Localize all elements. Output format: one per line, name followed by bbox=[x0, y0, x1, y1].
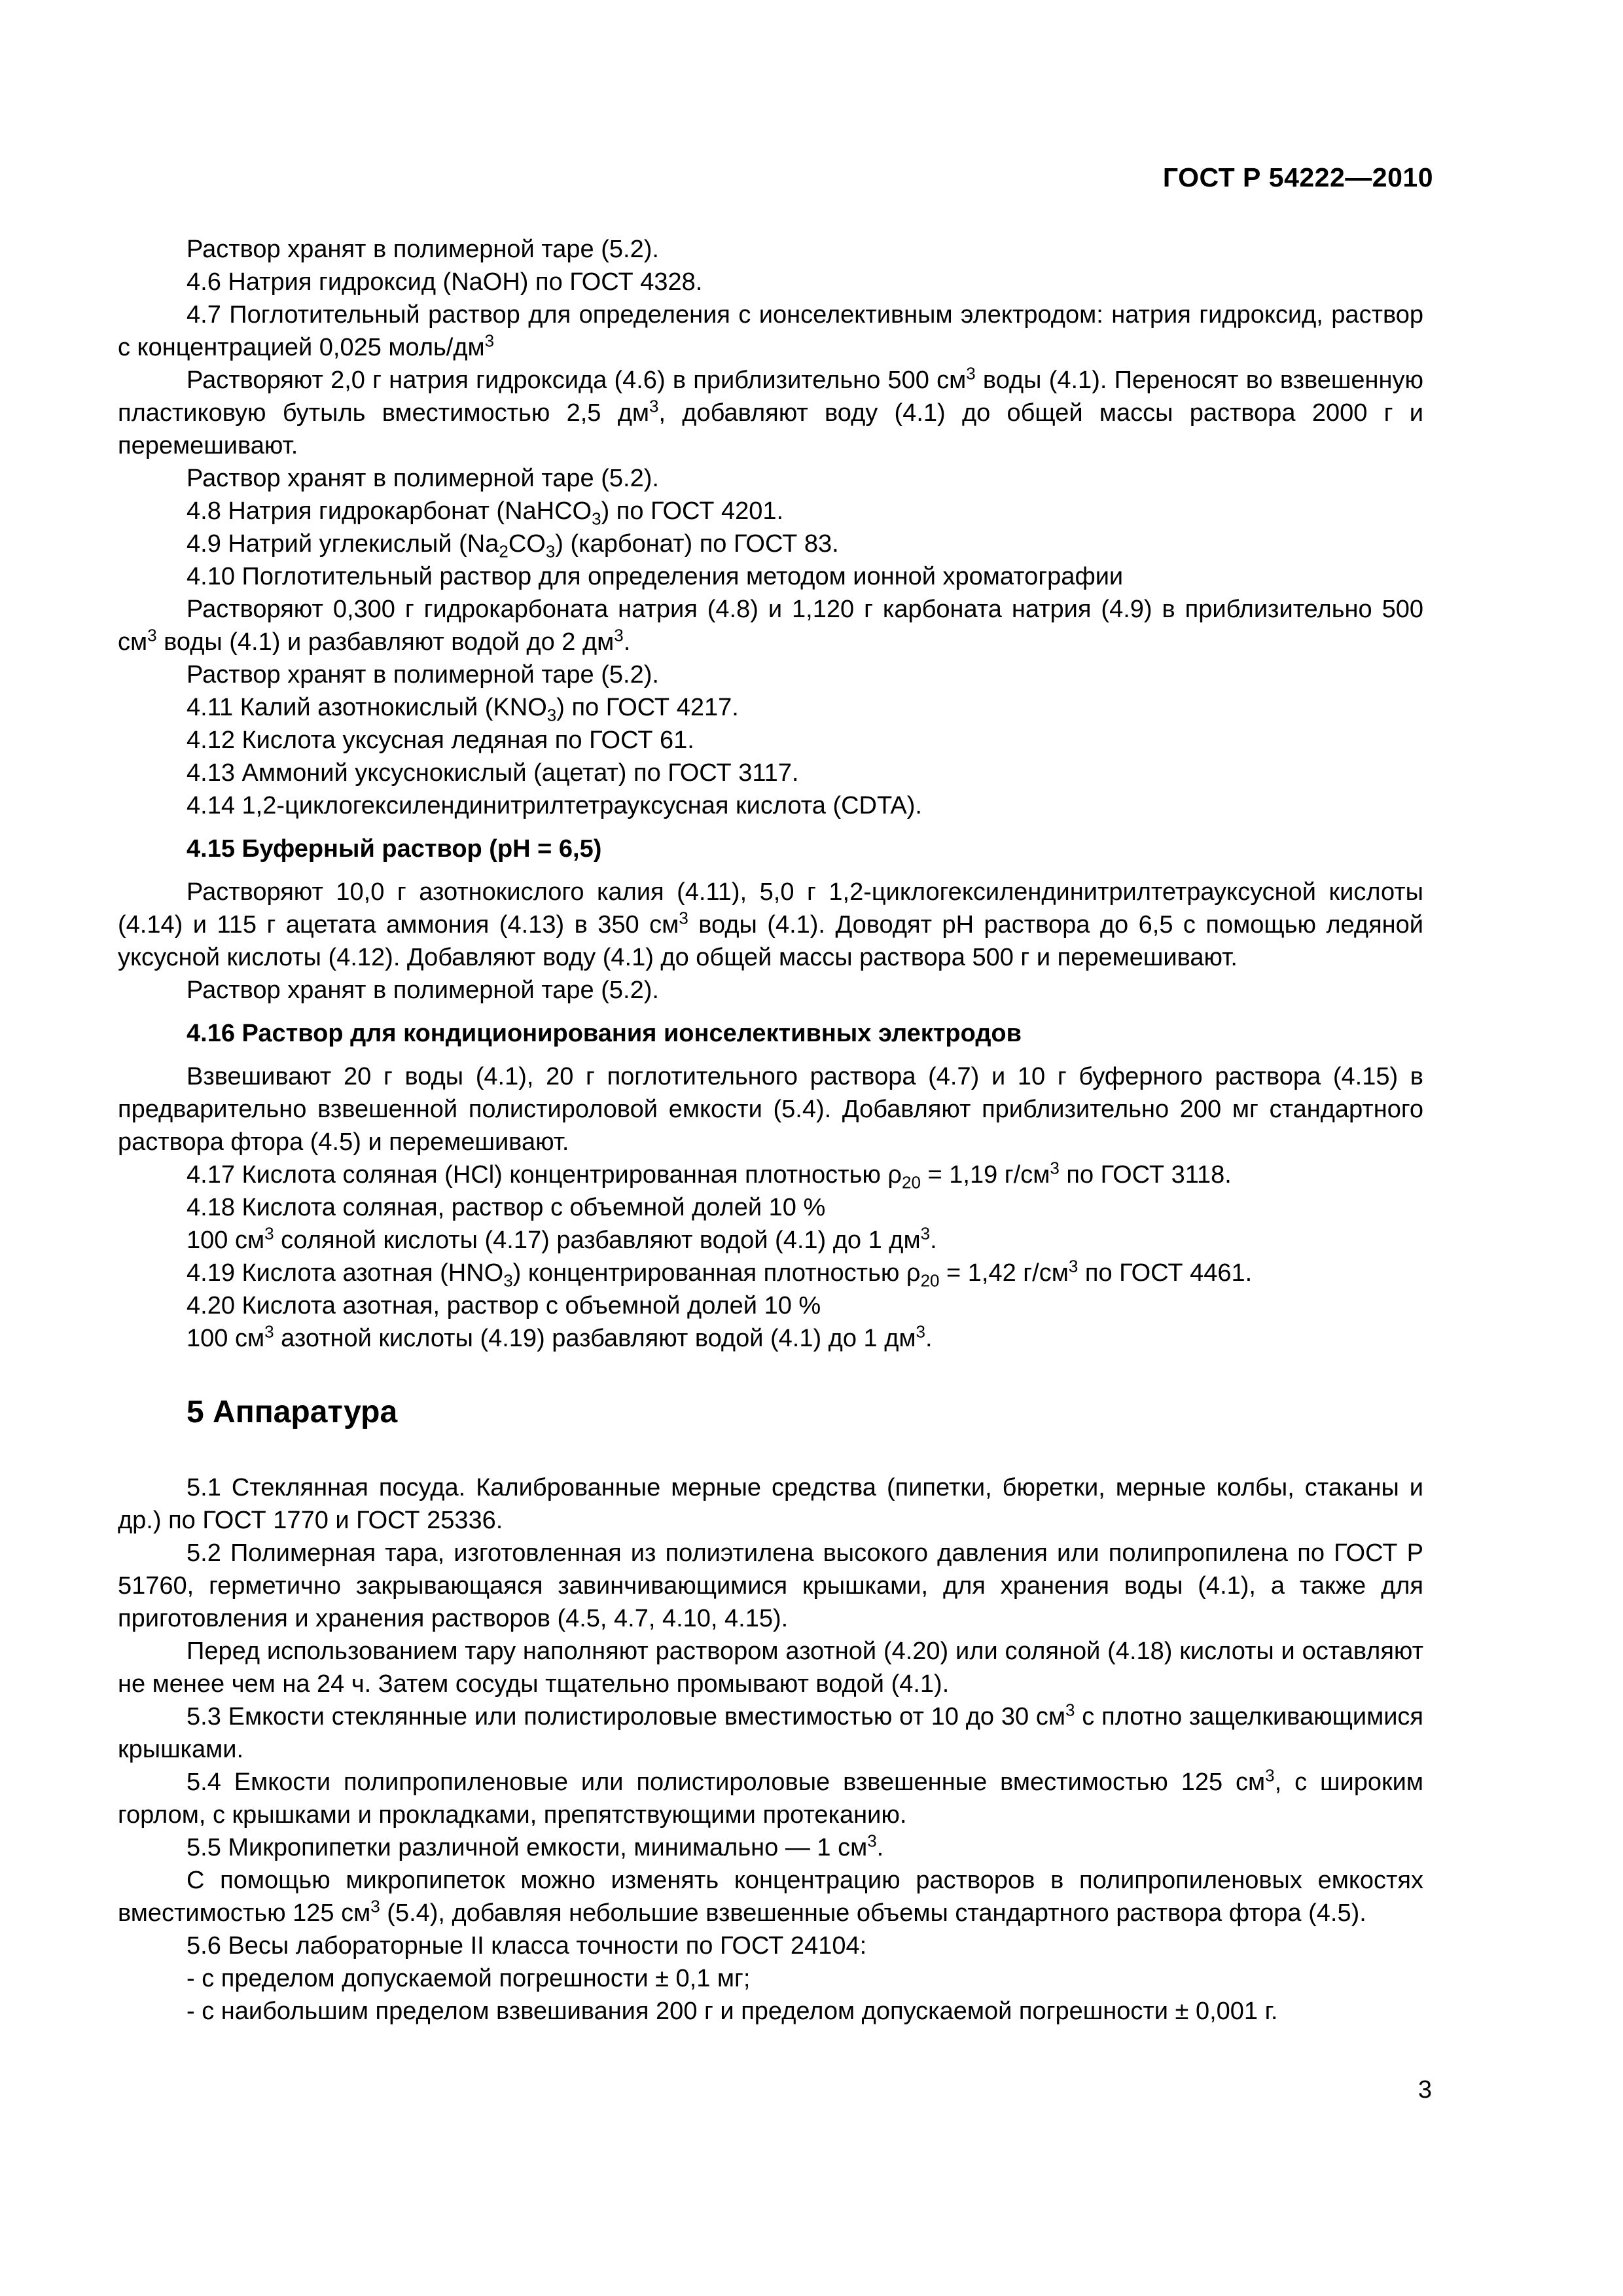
paragraph: 4.14 1,2-циклогексилендинитрилтетрауксусная кислота (CDTA). bbox=[187, 792, 922, 819]
subsection-heading: 4.16 Раствор для кондиционирования ионселективных электродов bbox=[187, 1020, 1022, 1047]
paragraph: Раствор хранят в полимерной таре (5.2). bbox=[187, 977, 659, 1004]
paragraph: 4.11 Калий азотнокислый $(KNO_3)$ по ГОСТ 4217. bbox=[187, 694, 739, 725]
paragraph: 5.1 Стеклянная посуда. Калиброванные мерные средства (пипетки, бюретки, мерные колбы, стаканы и др.) по ГОСТ 1770 и ГОСТ 25336. bbox=[118, 1474, 1423, 1534]
paragraph: 5.5 Микропипетки различной емкости, минимально — 1 $см^3$. bbox=[187, 1831, 884, 1861]
paragraph: Взвешивают 20 г воды (4.1), 20 г поглотительного раствора (4.7) и 10 г буферного раствора (4.15) в предварительно взвешенной полистироловой емкости (5.4). Добавляют приблизительно 200 мг стандартного раствора фтора (4.5) и перемешивают. bbox=[118, 1063, 1423, 1156]
paragraph: 4.8 Натрия гидрокарбонат (NaHCO$_3$) по ГОСТ 4201. bbox=[187, 497, 784, 529]
document-body bbox=[118, 233, 1423, 2028]
paragraph: Растворяют 10,0 г азотнокислого калия (4.11), 5,0 г 1,2-циклогексилендинитрилтетрауксусной кислоты (4.14) и 115 г ацетата аммония (4.13) в 350 $см^3$ воды (4.1). Доводят pH раствора до 6,5 с помощью ледяной уксусной кислоты (4.12). Добавляют воду (4.1) до общей массы раствора 500 г и перемешивают. bbox=[118, 878, 1423, 971]
paragraph: Раствор хранят в полимерной таре (5.2). bbox=[187, 465, 659, 492]
paragraph: С помощью микропипеток можно изменять концентрацию растворов в полипропиленовых емкостях вместимостью 125 $см^3$ (5.4), добавляя небольшие взвешенные объемы стандартного раствора фтора (4.5). bbox=[118, 1867, 1423, 1927]
paragraph: 4.7 Поглотительный раствор для определения с ионселективным электродом: натрия гидроксид, раствор с концентрацией 0,025 моль/$дм^3$ bbox=[118, 301, 1423, 361]
page-number: 3 bbox=[1418, 2076, 1432, 2104]
list-item: - с наибольшим пределом взвешивания 200 г и пределом допускаемой погрешности ± 0,001 г. bbox=[187, 1998, 1278, 2025]
section-title: 5 Аппаратура bbox=[187, 1395, 398, 1429]
paragraph: 4.18 Кислота соляная, раствор с объемной долей 10 % bbox=[187, 1194, 826, 1221]
paragraph: Раствор хранят в полимерной таре (5.2). bbox=[187, 236, 659, 263]
paragraph: Растворяют 2,0 г натрия гидроксида (4.6) в приблизительно 500 $см^3$ воды (4.1). Переносят во взвешенную пластиковую бутыль вместимостью 2,5 $дм^3$, добавляют воду (4.1) до общей массы раствора 2000 г и перемешивают. bbox=[118, 363, 1423, 459]
subsection-heading: 4.15 Буферный раствор (pH = 6,5) bbox=[187, 835, 602, 863]
paragraph: 4.6 Натрия гидроксид (NaOH) по ГОСТ 4328. bbox=[187, 268, 703, 296]
paragraph: 100 $см^3$ азотной кислоты (4.19) разбавляют водой (4.1) до 1 $дм^3$. bbox=[187, 1321, 933, 1352]
paragraph: 5.2 Полимерная тара, изготовленная из полиэтилена высокого давления или полипропилена по ГОСТ Р 51760, герметично закрывающаяся завинчивающимися крышками, для хранения воды (4.1), а также для приготовления и хранения растворов (4.5, 4.7, 4.10, 4.15). bbox=[118, 1539, 1423, 1632]
paragraph: 4.10 Поглотительный раствор для определения методом ионной хроматографии bbox=[187, 563, 1124, 590]
paragraph: 4.19 Кислота азотная $(HNO_3)$ концентрированная плотностью $\rho_{20} = 1,42$ $г/см^3$ по ГОСТ 4461. bbox=[187, 1256, 1253, 1291]
list-item: - с пределом допускаемой погрешности ± 0,1 мг; bbox=[187, 1965, 751, 1992]
paragraph: 4.20 Кислота азотная, раствор с объемной долей 10 % bbox=[187, 1292, 821, 1319]
paragraph: 100 $см^3$ соляной кислоты (4.17) разбавляют водой (4.1) до 1 $дм^3$. bbox=[187, 1223, 937, 1254]
paragraph: Раствор хранят в полимерной таре (5.2). bbox=[187, 661, 659, 689]
paragraph: 4.9 Натрий углекислый $(Na_2CO_3)$ (карбонат) по ГОСТ 83. bbox=[187, 530, 839, 562]
paragraph: Перед использованием тару наполняют раствором азотной (4.20) или соляной (4.18) кислоты и оставляют не менее чем на 24 ч. Затем сосуды тщательно промывают водой (4.1). bbox=[118, 1638, 1423, 1698]
paragraph: 5.6 Весы лабораторные II класса точности по ГОСТ 24104: bbox=[187, 1932, 867, 1960]
paragraph: 4.12 Кислота уксусная ледяная по ГОСТ 61. bbox=[187, 726, 694, 754]
standard-code-header: ГОСТ Р 54222—2010 bbox=[1162, 162, 1433, 192]
paragraph: 4.17 Кислота соляная (HCl) концентрированная плотностью $\rho_{20} = 1,19$ $г/см^3$ по ГОСТ 3118. bbox=[187, 1158, 1232, 1193]
paragraph: 4.13 Аммоний уксуснокислый (ацетат) по ГОСТ 3117. bbox=[187, 759, 799, 787]
paragraph: Растворяют 0,300 г гидрокарбоната натрия (4.8) и 1,120 г карбоната натрия (4.9) в приблизительно 500 $см^3$ воды (4.1) и разбавляют водой до 2 $дм^3$. bbox=[118, 596, 1423, 656]
paragraph: 5.3 Емкости стеклянные или полистироловые вместимостью от 10 до 30 $см^3$ с плотно защелкивающимися крышками. bbox=[118, 1700, 1423, 1763]
paragraph: 5.4 Емкости полипропиленовые или полистироловые взвешенные вместимостью 125 $см^3$, с широким горлом, с крышками и прокладками, препятствующими протеканию. bbox=[118, 1765, 1423, 1829]
